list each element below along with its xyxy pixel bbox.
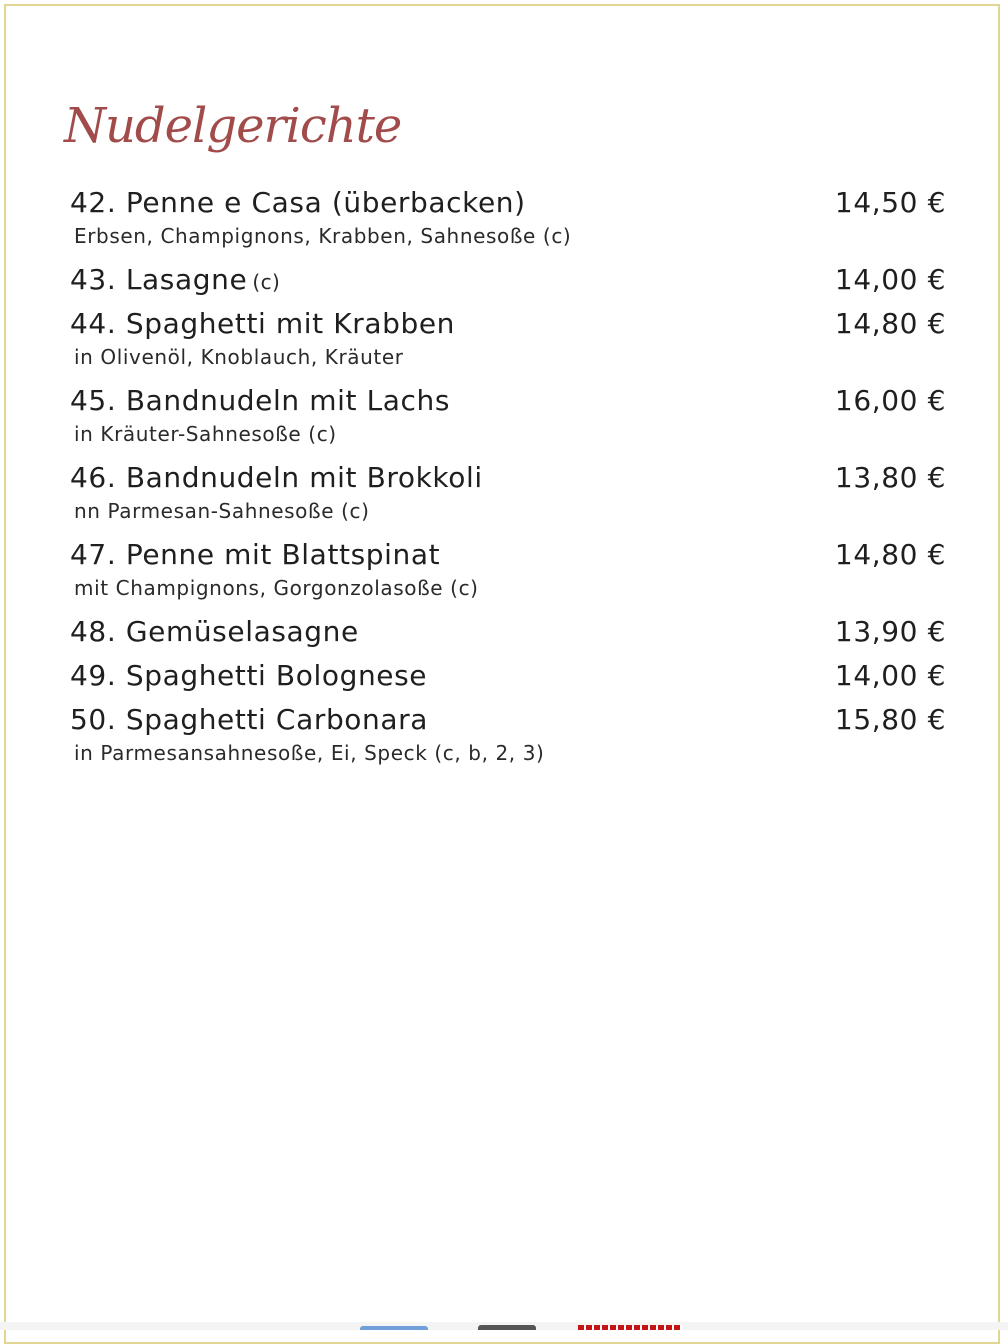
item-line xyxy=(70,299,950,343)
item-price: 15,80 € xyxy=(834,703,946,736)
menu-page xyxy=(4,4,1000,1344)
item-price: 14,00 € xyxy=(834,659,946,692)
menu-item-45 xyxy=(70,376,950,453)
item-name: 44. Spaghetti mit Krabben xyxy=(70,307,456,340)
item-name: 42. Penne e Casa (überbacken) xyxy=(70,186,526,219)
item-description: in Parmesansahnesoße, Ei, Speck (c, b, 2, 3) xyxy=(74,741,545,765)
menu-item-42 xyxy=(70,178,950,255)
item-line xyxy=(70,695,950,739)
page-title: Nudelgerichte xyxy=(64,98,402,154)
item-line xyxy=(70,376,950,420)
menu-item-46 xyxy=(70,453,950,530)
item-price: 13,80 € xyxy=(834,461,946,494)
item-price: 14,50 € xyxy=(834,186,946,219)
item-line xyxy=(70,530,950,574)
item-name: 43. Lasagne xyxy=(70,263,248,296)
item-allergen-note: (c) xyxy=(252,270,281,294)
item-name: 48. Gemüselasagne xyxy=(70,615,359,648)
item-name: 49. Spaghetti Bolognese xyxy=(70,659,428,692)
item-description: Erbsen, Champignons, Krabben, Sahnesoße (c) xyxy=(74,224,572,248)
item-price: 13,90 € xyxy=(834,615,946,648)
item-name: 46. Bandnudeln mit Brokkoli xyxy=(70,461,483,494)
item-price: 16,00 € xyxy=(834,384,946,417)
item-name: 47. Penne mit Blattspinat xyxy=(70,538,441,571)
bottom-strip xyxy=(0,1322,1008,1330)
item-line xyxy=(70,607,950,651)
item-name: 50. Spaghetti Carbonara xyxy=(70,703,429,736)
menu-item-43 xyxy=(70,255,950,299)
item-line xyxy=(70,651,950,695)
menu-item-44 xyxy=(70,299,950,376)
item-line xyxy=(70,178,950,222)
item-description: in Olivenöl, Knoblauch, Kräuter xyxy=(74,345,404,369)
menu-item-48 xyxy=(70,607,950,651)
strip-dark-shape xyxy=(478,1325,536,1330)
item-description: nn Parmesan-Sahnesoße (c) xyxy=(74,499,370,523)
menu-list xyxy=(70,178,950,772)
strip-red-shape xyxy=(578,1325,682,1330)
item-price: 14,80 € xyxy=(834,307,946,340)
item-line xyxy=(70,255,950,299)
menu-item-49 xyxy=(70,651,950,695)
menu-item-50 xyxy=(70,695,950,772)
item-line xyxy=(70,453,950,497)
item-description: in Kräuter-Sahnesoße (c) xyxy=(74,422,337,446)
menu-item-47 xyxy=(70,530,950,607)
item-price: 14,80 € xyxy=(834,538,946,571)
item-name: 45. Bandnudeln mit Lachs xyxy=(70,384,451,417)
item-price: 14,00 € xyxy=(834,263,946,296)
item-description: mit Champignons, Gorgonzolasoße (c) xyxy=(74,576,479,600)
strip-blue-shape xyxy=(360,1326,428,1330)
